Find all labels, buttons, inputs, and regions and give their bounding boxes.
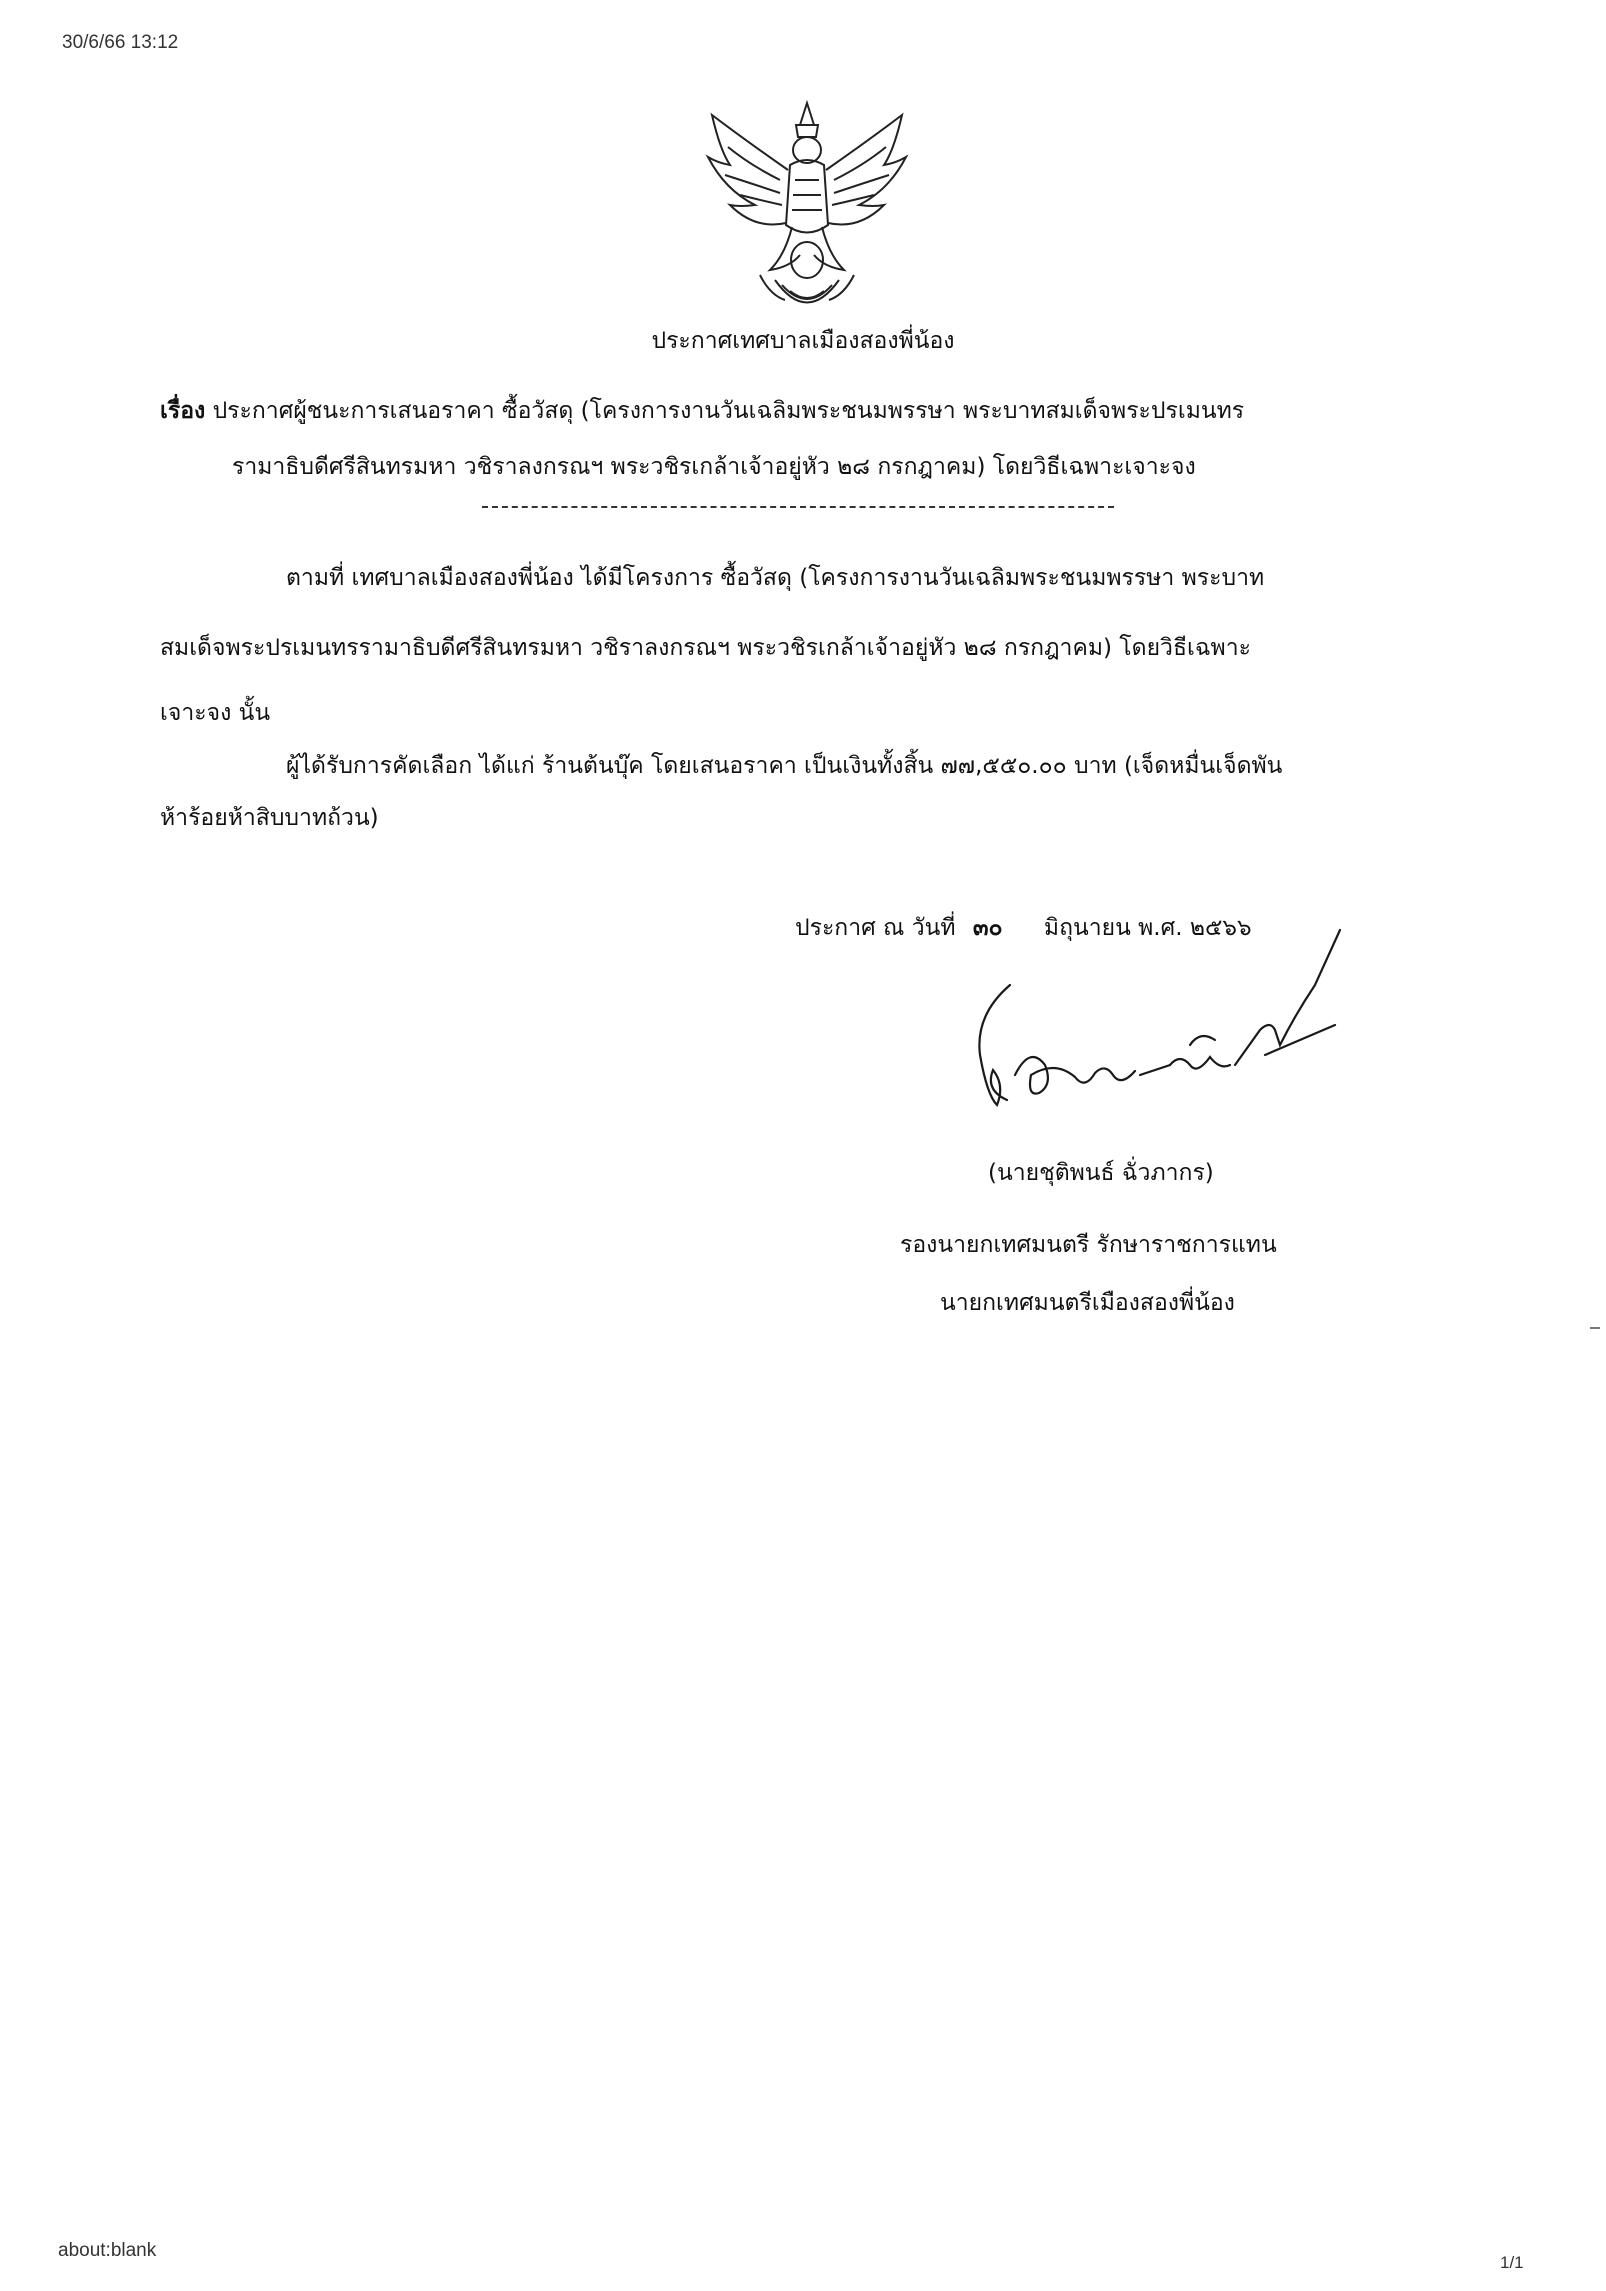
signatory-role-2: นายกเทศมนตรีเมืองสองพี่น้อง <box>940 1290 1235 1316</box>
print-footer-url: about:blank <box>58 2240 157 2261</box>
paragraph1-line3: เจาะจง นั้น <box>160 700 271 726</box>
paragraph2-line2: ห้าร้อยห้าสิบบาทถ้วน) <box>160 805 379 831</box>
print-timestamp: 30/6/66 13:12 <box>62 32 179 53</box>
subject-label: เรื่อง <box>160 398 206 424</box>
subject-line-2: รามาธิบดีศรีสินทรมหา วชิราลงกรณฯ พระวชิรเกล้าเจ้าอยู่หัว ๒๘ กรกฎาคม) โดยวิธีเฉพาะเจาะจง <box>232 454 1196 480</box>
paragraph2-line1: ผู้ได้รับการคัดเลือก ได้แก่ ร้านต้นบุ๊ค โดยเสนอราคา เป็นเงินทั้งสิ้น ๗๗,๕๕๐.๐๐ บาท (เจ็ดหมื่นเจ็ดพัน <box>286 753 1283 779</box>
signature <box>935 925 1355 1125</box>
announcement-title: ประกาศเทศบาลเมืองสองพี่น้อง <box>651 328 955 354</box>
print-footer-page: 1/1 <box>1500 2253 1524 2272</box>
subject-line-1 <box>160 398 1244 426</box>
subject-text-1: ประกาศผู้ชนะการเสนอราคา ซื้อวัสดุ (โครงการงานวันเฉลิมพระชนมพรรษา พระบาทสมเด็จพระปรเมนทร <box>212 398 1245 424</box>
dateline-prefix: ประกาศ ณ วันที่ <box>795 915 956 941</box>
signatory-name: (นายชุติพนธ์ ฉั่วภากร) <box>988 1160 1214 1186</box>
signatory-role-1: รองนายกเทศมนตรี รักษาราชการแทน <box>900 1232 1277 1258</box>
dateline-day: ๓๐ <box>972 915 1003 941</box>
scan-mark <box>1590 1327 1600 1329</box>
dateline-month-year: มิถุนายน พ.ศ. ๒๕๖๖ <box>1043 915 1252 941</box>
paragraph1-line2: สมเด็จพระปรเมนทรรามาธิบดีศรีสินทรมหา วชิราลงกรณฯ พระวชิรเกล้าเจ้าอยู่หัว ๒๘ กรกฎาคม) โดยวิธีเฉพาะ <box>160 635 1251 661</box>
paragraph1-line1: ตามที่ เทศบาลเมืองสองพี่น้อง ได้มีโครงการ ซื้อวัสดุ (โครงการงานวันเฉลิมพระชนมพรรษา พระบาท <box>286 565 1265 591</box>
garuda-emblem-icon <box>700 95 915 325</box>
separator-line <box>482 506 1114 508</box>
